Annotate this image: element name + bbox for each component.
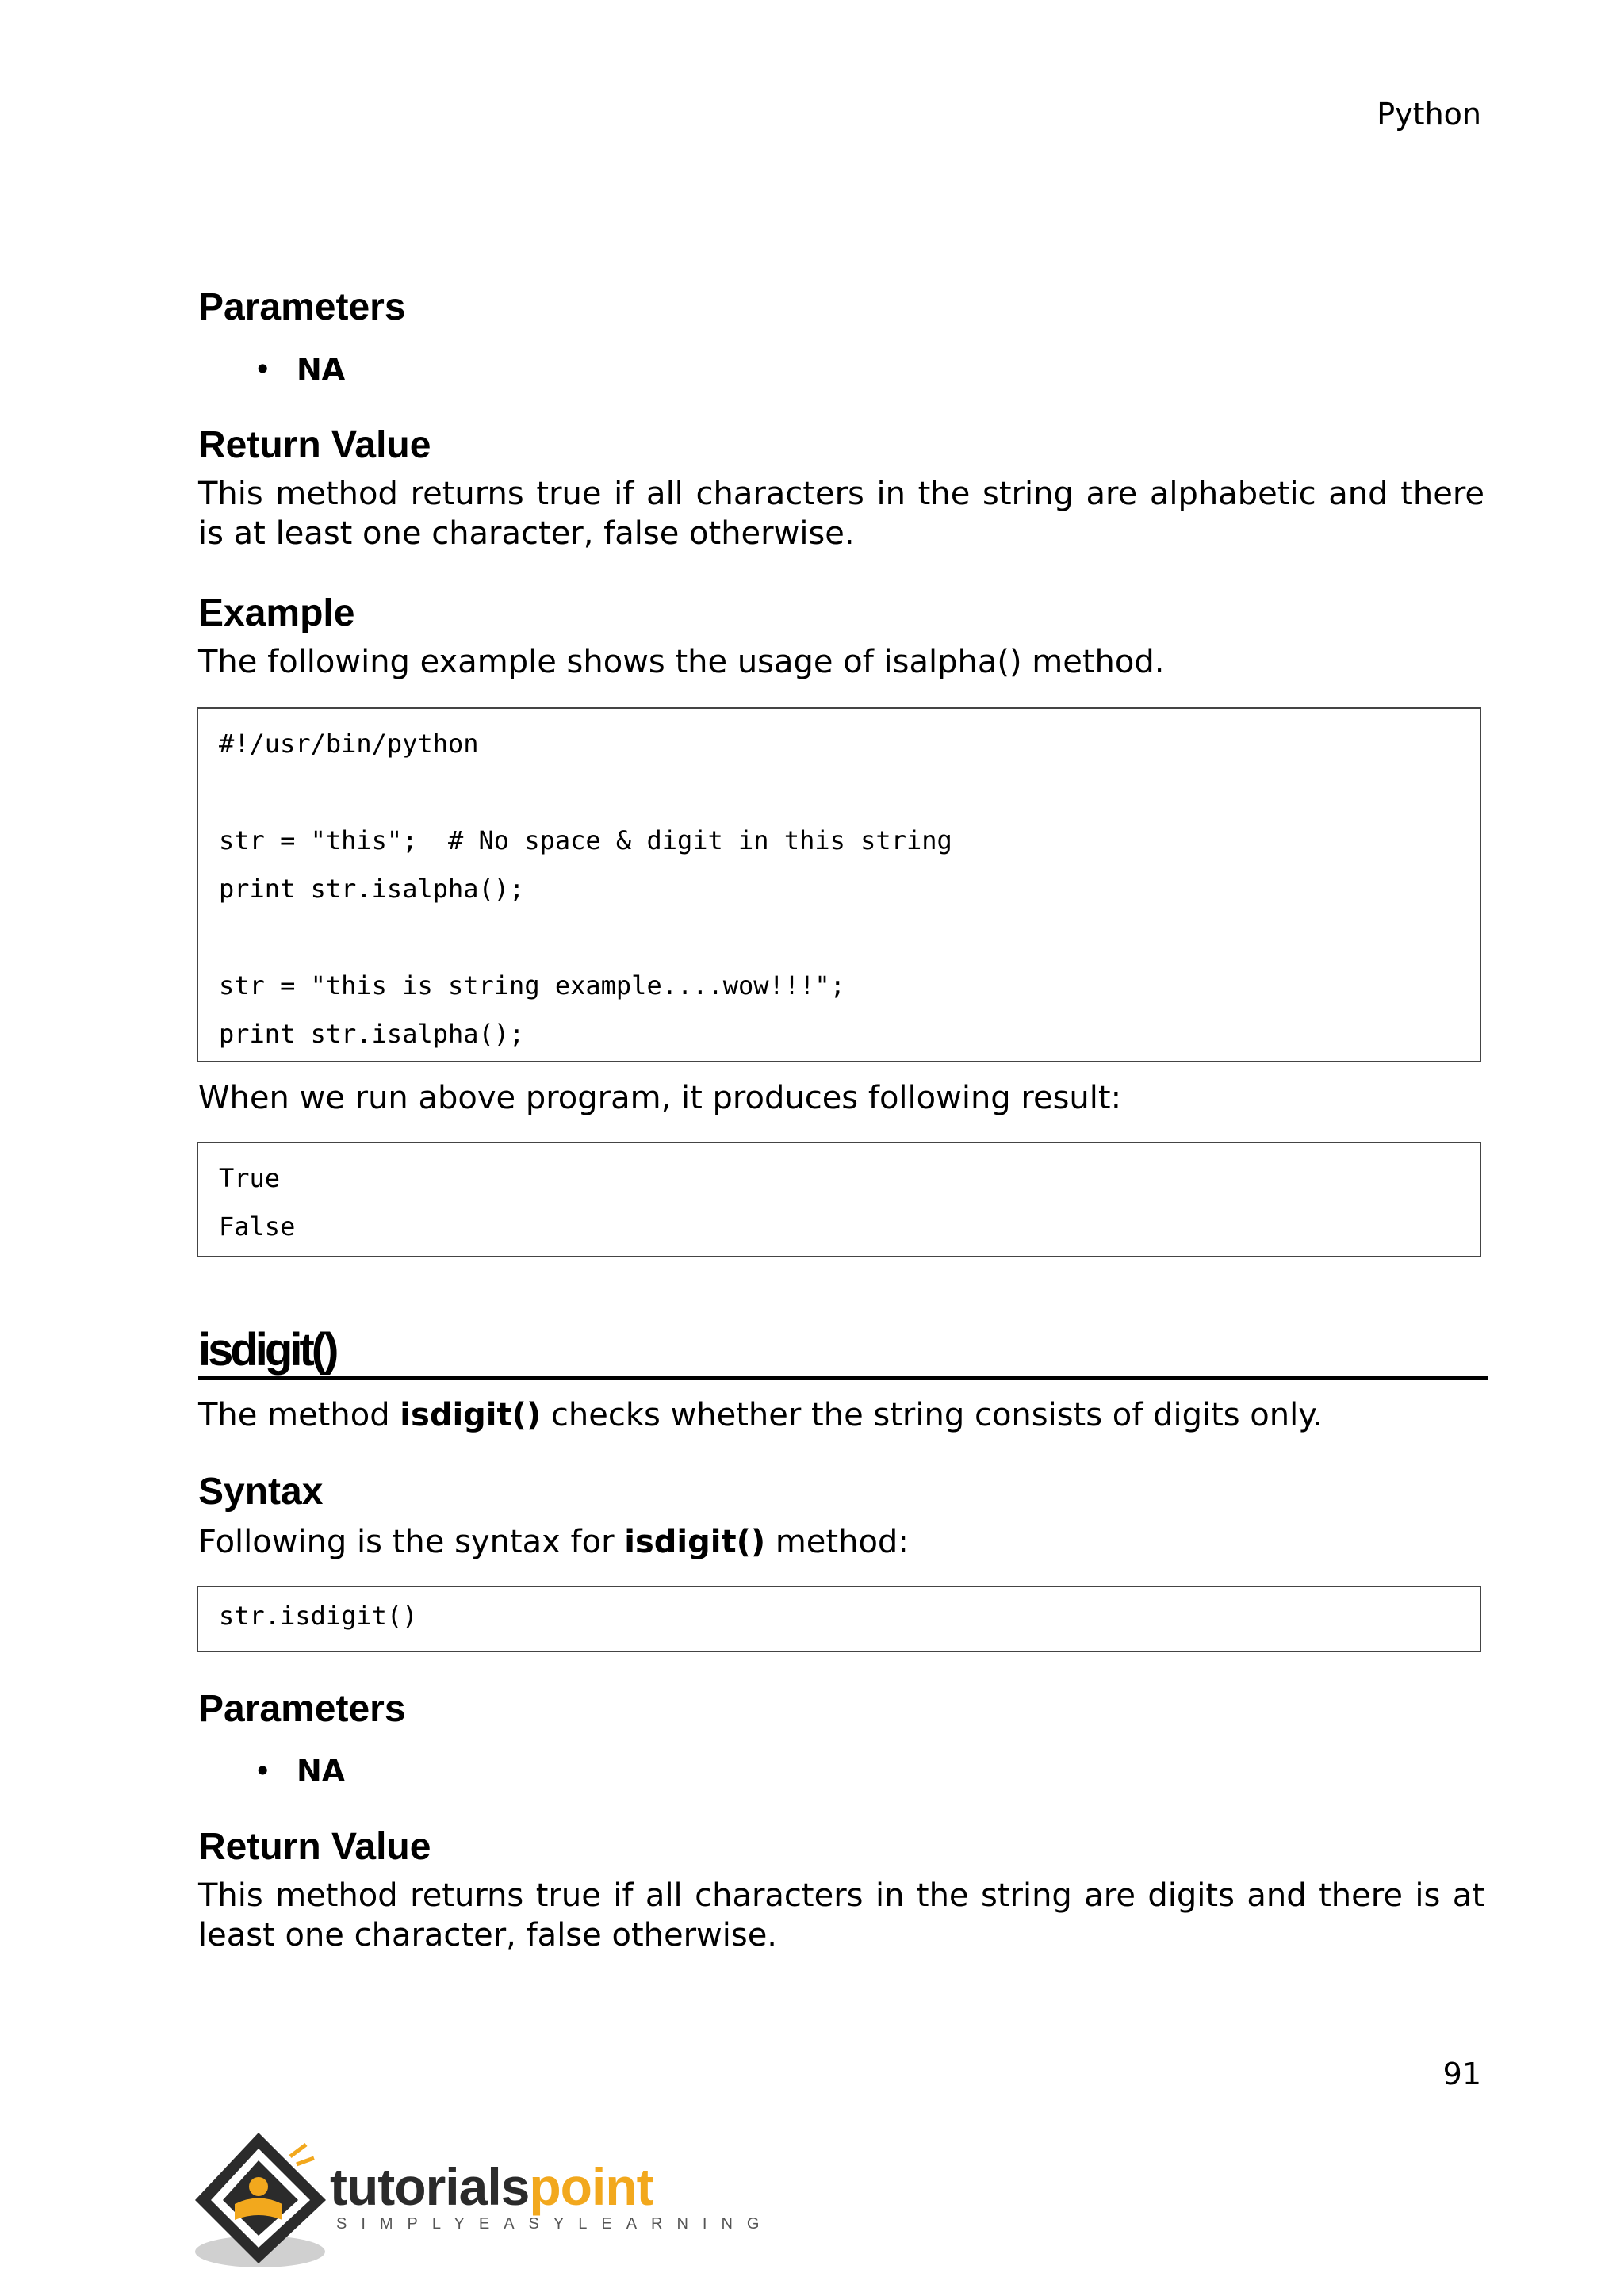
isdigit-return-value-heading: Return Value bbox=[198, 1826, 431, 1868]
tutorialspoint-logo bbox=[195, 2125, 774, 2275]
syntax-heading: Syntax bbox=[198, 1471, 324, 1513]
logo-wordmark bbox=[330, 2156, 653, 2217]
return-value-heading: Return Value bbox=[198, 424, 431, 466]
syntax-prefix: Following is the syntax for bbox=[198, 1524, 625, 1560]
desc-prefix: The method bbox=[198, 1397, 400, 1433]
isdigit-section-title: isdigit() bbox=[198, 1324, 1488, 1380]
syntax-code-block bbox=[197, 1586, 1481, 1652]
logo-word-point: point bbox=[529, 2157, 653, 2216]
running-header: Python bbox=[1377, 97, 1481, 132]
return-value-text: This method returns true if all characters in the string are alphabetic and there is at least one character, false otherwise. bbox=[198, 476, 1484, 552]
example-text: The following example shows the usage of isalpha() method. bbox=[198, 644, 1165, 680]
code-line: str = "this"; # No space & digit in this string bbox=[219, 825, 952, 855]
bullet-icon: • bbox=[254, 352, 272, 387]
output-line: False bbox=[219, 1211, 296, 1242]
example-heading: Example bbox=[198, 592, 355, 634]
bullet-icon: • bbox=[254, 1754, 272, 1789]
code-line: #!/usr/bin/python bbox=[219, 729, 479, 759]
result-intro-text: When we run above program, it produces following result: bbox=[198, 1080, 1122, 1116]
output-block bbox=[197, 1142, 1481, 1257]
isdigit-parameters-heading: Parameters bbox=[198, 1688, 406, 1730]
logo-tagline: SIMPLYEASYLEARNING bbox=[336, 2215, 774, 2233]
isdigit-return-value-text: This method returns true if all characters in the string are digits and there is at least one character, false otherwise. bbox=[198, 1877, 1484, 1954]
isdigit-description bbox=[198, 1395, 1484, 1435]
syntax-text bbox=[198, 1522, 1484, 1562]
code-line bbox=[219, 768, 1459, 817]
logo-word-tutorials: tutorials bbox=[330, 2157, 530, 2216]
parameters-heading: Parameters bbox=[198, 286, 406, 328]
example-code-block bbox=[197, 707, 1481, 1062]
parameters-list-item bbox=[254, 352, 345, 387]
code-line: print str.isalpha(); bbox=[219, 874, 525, 904]
isdigit-parameters-list-item bbox=[254, 1754, 345, 1789]
isdigit-parameters-item-text: NA bbox=[297, 1754, 346, 1789]
page-number: 91 bbox=[1442, 2057, 1481, 2091]
code-line bbox=[219, 913, 1459, 962]
code-line: print str.isalpha(); bbox=[219, 1019, 525, 1049]
output-line: True bbox=[219, 1163, 281, 1193]
syntax-code-line: str.isdigit() bbox=[219, 1601, 418, 1631]
desc-suffix: checks whether the string consists of digits only. bbox=[541, 1397, 1323, 1433]
desc-bold: isdigit() bbox=[400, 1397, 542, 1433]
parameters-item-text: NA bbox=[297, 352, 346, 387]
logo-emblem-icon bbox=[195, 2125, 338, 2275]
syntax-suffix: method: bbox=[765, 1524, 909, 1560]
syntax-bold: isdigit() bbox=[624, 1524, 766, 1560]
code-line: str = "this is string example....wow!!!"; bbox=[219, 970, 845, 1001]
